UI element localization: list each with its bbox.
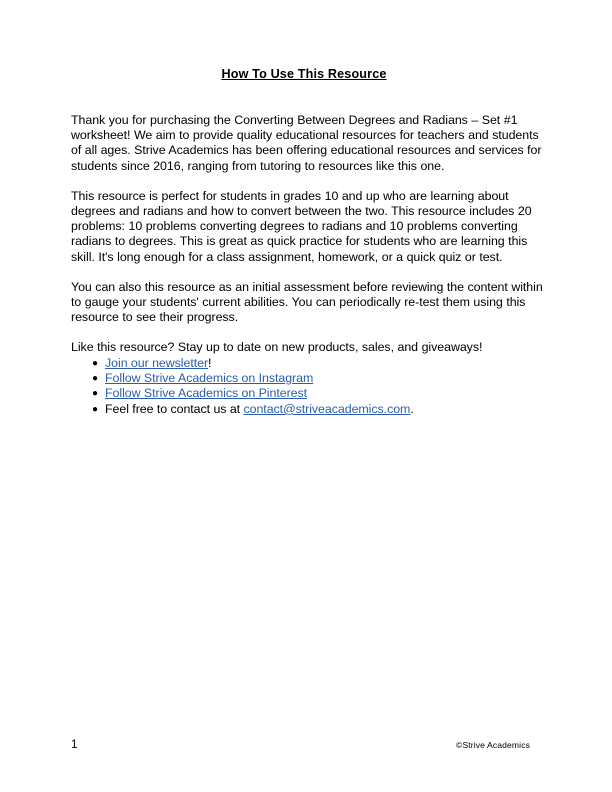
list-item-prefix: Feel free to contact us at: [105, 401, 244, 416]
instagram-link[interactable]: Follow Strive Academics on Instagram: [105, 371, 314, 386]
paragraph-call-to-action: Like this resource? Stay up to date on new products, sales, and giveaways!: [71, 340, 483, 355]
newsletter-link[interactable]: Join our newsletter: [105, 355, 209, 370]
spacer-after-title: [71, 83, 543, 113]
bullet-icon: ●: [92, 357, 98, 369]
paragraph-assessment: You can also this resource as an initial assessment before reviewing the content within to gauge your students' current abilities. You can periodically re-test them using this resource to see their progress.: [71, 279, 543, 325]
footer-page-number: 1: [71, 738, 78, 751]
paragraph-description: This resource is perfect for students in grades 10 and up who are learning about degrees and radians and how to convert between the two. This resource includes 20 problems: 10 problems converting degrees to radians and 10 problems converting radians to degrees. This is great as quick practice for students who are learning this skill. It's long enough for a class assignment, homework, or a quick quiz or test.: [71, 188, 532, 264]
page-title: How To Use This Resource: [221, 67, 387, 81]
page-footer: [0, 738, 612, 758]
pinterest-link[interactable]: Follow Strive Academics on Pinterest: [105, 386, 308, 401]
spacer-3: [71, 325, 543, 340]
spacer-2: [71, 265, 543, 280]
spacer-1: [71, 174, 543, 189]
bullet-icon: ●: [92, 373, 98, 385]
list-item: [92, 355, 543, 371]
bullet-icon: ●: [92, 403, 98, 415]
document-body: [71, 66, 543, 417]
list-item: [92, 401, 543, 417]
bullet-icon: ●: [92, 388, 98, 400]
list-item: [92, 386, 543, 401]
social-link-list: [71, 356, 543, 418]
footer-copyright: ©Strive Academics: [456, 740, 530, 750]
contact-email-link[interactable]: contact@striveacademics.com: [243, 401, 411, 416]
list-item: [92, 371, 543, 386]
list-item-suffix: !: [208, 355, 212, 370]
list-item-suffix: .: [410, 401, 414, 416]
paragraph-intro: Thank you for purchasing the Converting Between Degrees and Radians – Set #1 worksheet! We aim to provide quality educational resources for teachers and students of all ages. Strive Academics has been offering educational resources and services for students since 2016, ranging from tutoring to resources like this one.: [71, 113, 542, 173]
